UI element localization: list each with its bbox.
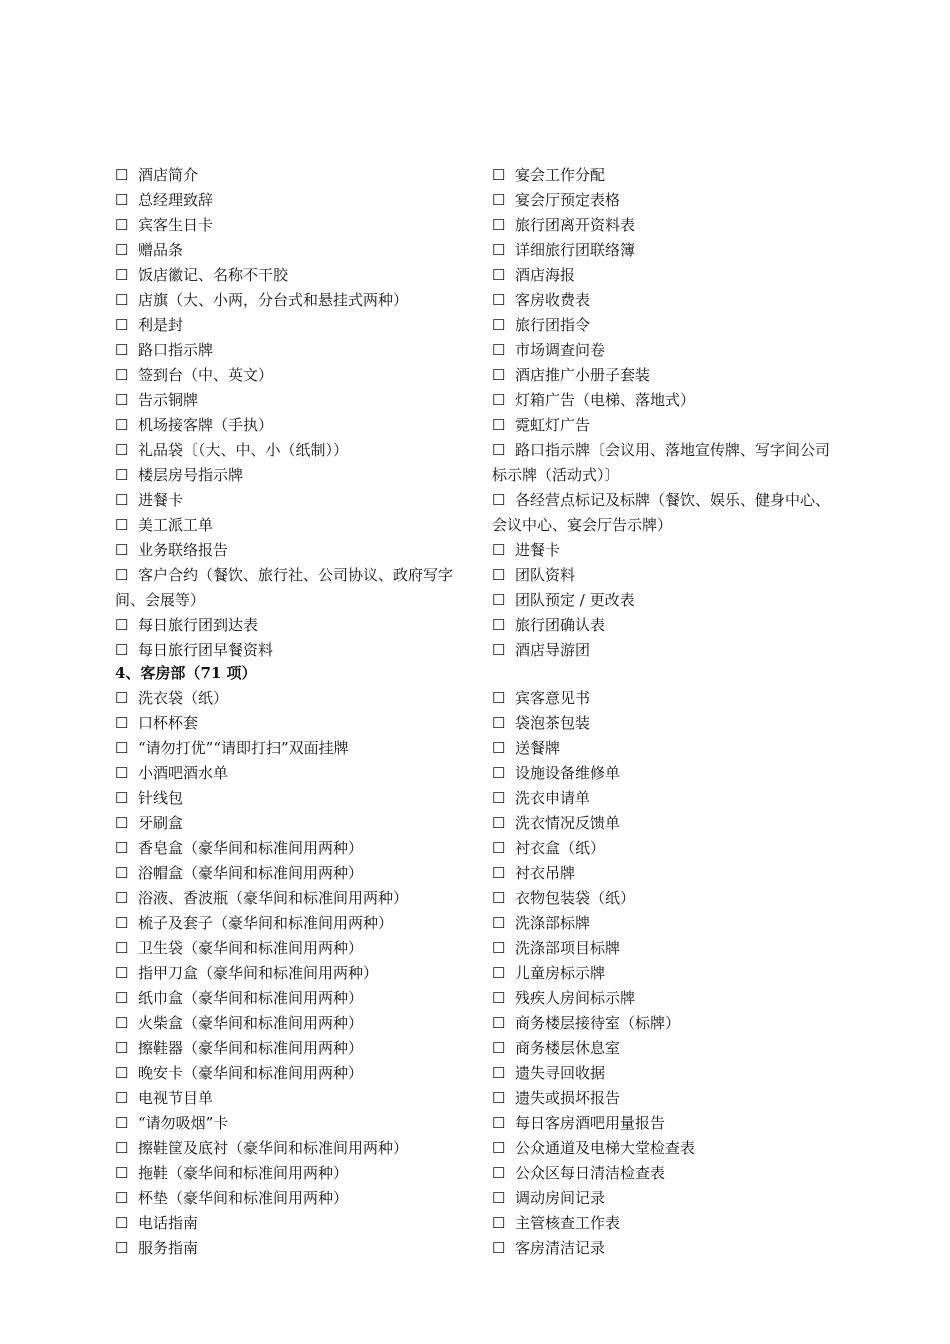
list-item-label: 擦鞋筐及底衬（豪华间和标准间用两种） (138, 1139, 409, 1157)
checkbox-icon[interactable]: ☐ (492, 1114, 506, 1132)
list-item-label: 客户合约（餐饮、旅行社、公司协议、政府写字间、会展等） (115, 566, 454, 609)
checkbox-icon[interactable]: ☐ (115, 491, 129, 509)
checkbox-icon[interactable]: ☐ (115, 1039, 129, 1057)
list-item-label: 针线包 (138, 789, 184, 807)
checkbox-icon[interactable]: ☐ (115, 1089, 129, 1107)
list-item (115, 786, 475, 811)
checkbox-icon[interactable]: ☐ (115, 191, 129, 209)
list-item-label: 每日旅行团到达表 (138, 616, 259, 634)
list-item-label: 美工派工单 (138, 516, 214, 534)
list-item-label: 梳子及套子（豪华间和标准间用两种） (138, 914, 394, 932)
list-item (492, 786, 838, 811)
list-item-label: 香皂盒（豪华间和标准间用两种） (138, 839, 364, 857)
list-item (115, 836, 475, 861)
list-item (115, 936, 475, 961)
checkbox-icon[interactable]: ☐ (115, 416, 129, 434)
checkbox-icon[interactable]: ☐ (492, 266, 506, 284)
checkbox-icon[interactable]: ☐ (115, 166, 129, 184)
list-item-label: 牙刷盒 (138, 814, 184, 832)
checkbox-icon[interactable]: ☐ (115, 566, 129, 584)
checkbox-icon[interactable]: ☐ (115, 266, 129, 284)
checkbox-icon[interactable]: ☐ (115, 889, 129, 907)
list-item-label: “请勿打优”“请即打扫”双面挂牌 (138, 739, 349, 757)
list-item-label: “请勿吸烟”卡 (138, 1114, 229, 1132)
list-top-right (492, 163, 838, 663)
list-item (492, 288, 838, 313)
list-item (492, 538, 838, 563)
checkbox-icon[interactable]: ☐ (492, 839, 506, 857)
checkbox-icon[interactable]: ☐ (492, 914, 506, 932)
list-item (492, 761, 838, 786)
list-item (115, 363, 475, 388)
list-item (115, 1036, 475, 1061)
checkbox-icon[interactable]: ☐ (115, 939, 129, 957)
checkbox-icon[interactable]: ☐ (492, 316, 506, 334)
list-item-label: 杯垫（豪华间和标准间用两种） (138, 1189, 349, 1207)
checkbox-icon[interactable]: ☐ (115, 316, 129, 334)
list-item (115, 986, 475, 1011)
list-item (492, 811, 838, 836)
checkbox-icon[interactable]: ☐ (492, 191, 506, 209)
list-item-label: 遗失寻回收据 (515, 1064, 606, 1082)
list-item-label: 遗失或损坏报告 (515, 1089, 621, 1107)
list-item-label: 指甲刀盒（豪华间和标准间用两种） (138, 964, 379, 982)
list-item-label: 路口指示牌〔会议用、落地宣传牌、写字间公司标示牌（活动式）〕 (492, 441, 831, 484)
list-item (115, 1011, 475, 1036)
checkbox-icon[interactable]: ☐ (115, 641, 129, 659)
list-item-label: 详细旅行团联络簿 (515, 241, 636, 259)
checkbox-icon[interactable]: ☐ (115, 864, 129, 882)
checkbox-icon[interactable]: ☐ (115, 764, 129, 782)
list-item (115, 388, 475, 413)
list-item (115, 563, 475, 613)
checkbox-icon[interactable]: ☐ (492, 689, 506, 707)
list-item (492, 188, 838, 213)
list-item-label: 旅行团指令 (515, 316, 591, 334)
list-item (492, 1111, 838, 1136)
list-item (115, 263, 475, 288)
checkbox-icon[interactable]: ☐ (115, 964, 129, 982)
list-item-label: 告示铜牌 (138, 391, 199, 409)
list-item (492, 1136, 838, 1161)
list-item-label: 酒店导游团 (515, 641, 591, 659)
list-item (492, 1061, 838, 1086)
list-item-label: 灯箱广告（电梯、落地式） (515, 391, 696, 409)
list-item (115, 288, 475, 313)
list-item-label: 儿童房标示牌 (515, 964, 606, 982)
list-item (115, 961, 475, 986)
list-item (492, 836, 838, 861)
checkbox-icon[interactable]: ☐ (492, 814, 506, 832)
list-item (115, 313, 475, 338)
list-item (492, 711, 838, 736)
list-item (115, 488, 475, 513)
list-item-label: 旅行团确认表 (515, 616, 606, 634)
checkbox-icon[interactable]: ☐ (115, 1064, 129, 1082)
checkbox-icon[interactable]: ☐ (492, 1089, 506, 1107)
checkbox-icon[interactable]: ☐ (492, 1164, 506, 1182)
list-item (492, 886, 838, 911)
list-item-label: 洗衣袋（纸） (138, 689, 229, 707)
checkbox-icon[interactable]: ☐ (115, 1114, 129, 1132)
checkbox-icon[interactable]: ☐ (492, 1239, 506, 1257)
list-item (115, 1086, 475, 1111)
list-item-label: 酒店推广小册子套装 (515, 366, 651, 384)
list-item (115, 513, 475, 538)
list-item-label: 卫生袋（豪华间和标准间用两种） (138, 939, 364, 957)
checkbox-icon[interactable]: ☐ (115, 1239, 129, 1257)
checkbox-icon[interactable]: ☐ (492, 714, 506, 732)
list-item-label: 机场接客牌（手执） (138, 416, 274, 434)
checkbox-icon[interactable]: ☐ (115, 914, 129, 932)
checkbox-icon[interactable]: ☐ (115, 839, 129, 857)
checkbox-icon[interactable]: ☐ (115, 216, 129, 234)
list-item (115, 686, 475, 711)
checkbox-icon[interactable]: ☐ (492, 1139, 506, 1157)
list-item (492, 613, 838, 638)
checkbox-icon[interactable]: ☐ (492, 939, 506, 957)
list-item (492, 1161, 838, 1186)
list-item (492, 736, 838, 761)
list-item-label: 路口指示牌 (138, 341, 214, 359)
checkbox-icon[interactable]: ☐ (492, 491, 506, 509)
list-item-label: 袋泡茶包装 (515, 714, 591, 732)
list-item-label: 公众通道及电梯大堂检查表 (515, 1139, 696, 1157)
list-item-label: 客房清洁记录 (515, 1239, 606, 1257)
list-item-label: 浴液、香波瓶（豪华间和标准间用两种） (138, 889, 409, 907)
checkbox-icon[interactable]: ☐ (492, 341, 506, 359)
checkbox-icon[interactable]: ☐ (492, 739, 506, 757)
list-item-label: 楼层房号指示牌 (138, 466, 244, 484)
checkbox-icon[interactable]: ☐ (492, 416, 506, 434)
checkbox-icon[interactable]: ☐ (492, 789, 506, 807)
checkbox-icon[interactable]: ☐ (492, 641, 506, 659)
list-item (115, 711, 475, 736)
list-item-label: 每日客房酒吧用量报告 (515, 1114, 666, 1132)
checkbox-icon[interactable]: ☐ (492, 764, 506, 782)
list-item (115, 338, 475, 363)
list-item-label: 拖鞋（豪华间和标准间用两种） (138, 1164, 349, 1182)
list-item-label: 设施设备维修单 (515, 764, 621, 782)
list-item-label: 商务楼层休息室 (515, 1039, 621, 1057)
list-item (492, 338, 838, 363)
list-item-label: 每日旅行团早餐资料 (138, 641, 274, 659)
checkbox-icon[interactable]: ☐ (115, 466, 129, 484)
list-item (492, 686, 838, 711)
checkbox-icon[interactable]: ☐ (115, 441, 129, 459)
checkbox-icon[interactable]: ☐ (492, 1214, 506, 1232)
checkbox-icon[interactable]: ☐ (115, 541, 129, 559)
list-item-label: 业务联络报告 (138, 541, 229, 559)
list-item (492, 563, 838, 588)
checkbox-icon[interactable]: ☐ (492, 216, 506, 234)
list-item-label: 利是封 (138, 316, 184, 334)
checkbox-icon[interactable]: ☐ (492, 591, 506, 609)
checkbox-icon[interactable]: ☐ (492, 889, 506, 907)
list-item (492, 1236, 838, 1261)
list-item-label: 礼品袋〔（大、中、小（纸制）） (138, 441, 349, 459)
list-item-label: 小酒吧酒水单 (138, 764, 229, 782)
list-item-label: 浴帽盒（豪华间和标准间用两种） (138, 864, 364, 882)
list-bottom-left (115, 686, 475, 1261)
list-item (492, 588, 838, 613)
list-item (492, 638, 838, 663)
list-item-label: 客房收费表 (515, 291, 591, 309)
list-item (115, 886, 475, 911)
checkbox-icon[interactable]: ☐ (492, 1064, 506, 1082)
list-top-left (115, 163, 475, 663)
checkbox-icon[interactable]: ☐ (115, 291, 129, 309)
list-item-label: 团队预定 / 更改表 (515, 591, 635, 609)
checkbox-icon[interactable]: ☐ (115, 1214, 129, 1232)
checkbox-icon[interactable]: ☐ (492, 541, 506, 559)
list-item-label: 饭店徽记、名称不干胶 (138, 266, 289, 284)
list-item (115, 911, 475, 936)
list-item (115, 163, 475, 188)
list-item (492, 213, 838, 238)
list-item (115, 1136, 475, 1161)
list-item (115, 638, 475, 663)
checkbox-icon[interactable]: ☐ (492, 1014, 506, 1032)
list-item-label: 霓虹灯广告 (515, 416, 591, 434)
checkbox-icon[interactable]: ☐ (115, 1164, 129, 1182)
list-item-label: 送餐牌 (515, 739, 561, 757)
list-item (492, 986, 838, 1011)
list-item-label: 主管核查工作表 (515, 1214, 621, 1232)
list-item-label: 服务指南 (138, 1239, 199, 1257)
list-item-label: 洗涤部标牌 (515, 914, 591, 932)
list-item (115, 1186, 475, 1211)
list-item (492, 388, 838, 413)
list-item (115, 413, 475, 438)
list-item-label: 进餐卡 (515, 541, 561, 559)
list-item-label: 电视节目单 (138, 1089, 214, 1107)
list-item-label: 旅行团离开资料表 (515, 216, 636, 234)
list-item (492, 961, 838, 986)
list-item-label: 宴会厅预定表格 (515, 191, 621, 209)
list-item (492, 861, 838, 886)
list-item-label: 酒店海报 (515, 266, 576, 284)
list-item (115, 861, 475, 886)
checkbox-icon[interactable]: ☐ (115, 714, 129, 732)
list-item-label: 店旗（大、小两，分台式和悬挂式两种） (138, 291, 409, 309)
checkbox-icon[interactable]: ☐ (492, 566, 506, 584)
list-item-label: 宾客意见书 (515, 689, 591, 707)
checkbox-icon[interactable]: ☐ (492, 441, 506, 459)
list-item (115, 238, 475, 263)
checkbox-icon[interactable]: ☐ (115, 1139, 129, 1157)
list-item (115, 1061, 475, 1086)
checkbox-icon[interactable]: ☐ (115, 241, 129, 259)
checkbox-icon[interactable]: ☐ (492, 1039, 506, 1057)
list-item (492, 363, 838, 388)
list-item-label: 宴会工作分配 (515, 166, 606, 184)
list-bottom-right (492, 686, 838, 1261)
list-item (492, 438, 838, 488)
list-item (492, 263, 838, 288)
checkbox-icon[interactable]: ☐ (492, 366, 506, 384)
list-item-label: 纸巾盒（豪华间和标准间用两种） (138, 989, 364, 1007)
checkbox-icon[interactable]: ☐ (492, 616, 506, 634)
checkbox-icon[interactable]: ☐ (115, 616, 129, 634)
list-item (492, 1036, 838, 1061)
checkbox-icon[interactable]: ☐ (115, 516, 129, 534)
checkbox-icon[interactable]: ☐ (492, 166, 506, 184)
checkbox-icon[interactable]: ☐ (115, 739, 129, 757)
list-item (115, 438, 475, 463)
list-item (115, 1211, 475, 1236)
checkbox-icon[interactable]: ☐ (115, 989, 129, 1007)
list-item (492, 313, 838, 338)
list-item-label: 各经营点标记及标牌（餐饮、娱乐、健身中心、会议中心、宴会厅告示牌） (492, 491, 831, 534)
checkbox-icon[interactable]: ☐ (115, 814, 129, 832)
list-item-label: 残疾人房间标示牌 (515, 989, 636, 1007)
checkbox-icon[interactable]: ☐ (115, 789, 129, 807)
list-item (115, 188, 475, 213)
list-item-label: 签到台（中、英文） (138, 366, 274, 384)
checkbox-icon[interactable]: ☐ (492, 241, 506, 259)
checkbox-icon[interactable]: ☐ (115, 366, 129, 384)
list-item (115, 1111, 475, 1136)
list-item-label: 总经理致辞 (138, 191, 214, 209)
list-item-label: 公众区每日清洁检查表 (515, 1164, 666, 1182)
list-item (115, 1161, 475, 1186)
list-item (115, 761, 475, 786)
checkbox-icon[interactable]: ☐ (492, 864, 506, 882)
list-item (492, 1211, 838, 1236)
checkbox-icon[interactable]: ☐ (115, 391, 129, 409)
checkbox-icon[interactable]: ☐ (115, 1014, 129, 1032)
list-item-label: 进餐卡 (138, 491, 184, 509)
checkbox-icon[interactable]: ☐ (492, 989, 506, 1007)
checkbox-icon[interactable]: ☐ (492, 291, 506, 309)
checkbox-icon[interactable]: ☐ (492, 391, 506, 409)
list-item (115, 463, 475, 488)
list-item (115, 1236, 475, 1261)
list-item-label: 衬衣盒（纸） (515, 839, 606, 857)
list-item (115, 538, 475, 563)
list-item-label: 火柴盒（豪华间和标准间用两种） (138, 1014, 364, 1032)
list-item (115, 613, 475, 638)
checkbox-icon[interactable]: ☐ (492, 1189, 506, 1207)
list-item-label: 酒店简介 (138, 166, 199, 184)
list-item-label: 洗涤部项目标牌 (515, 939, 621, 957)
checkbox-icon[interactable]: ☐ (115, 689, 129, 707)
list-item (115, 811, 475, 836)
list-item-label: 晚安卡（豪华间和标准间用两种） (138, 1064, 364, 1082)
list-item-label: 洗衣申请单 (515, 789, 591, 807)
checkbox-icon[interactable]: ☐ (115, 1189, 129, 1207)
checkbox-icon[interactable]: ☐ (492, 964, 506, 982)
checkbox-icon[interactable]: ☐ (115, 341, 129, 359)
list-item-label: 擦鞋器（豪华间和标准间用两种） (138, 1039, 364, 1057)
list-item-label: 口杯杯套 (138, 714, 199, 732)
list-item (492, 1086, 838, 1111)
section-heading: 4、客房部（71 项） (115, 664, 257, 682)
list-item-label: 赠品条 (138, 241, 184, 259)
list-item (492, 911, 838, 936)
list-item (492, 488, 838, 538)
list-item-label: 商务楼层接待室（标牌） (515, 1014, 681, 1032)
list-item-label: 洗衣情况反馈单 (515, 814, 621, 832)
list-item-label: 团队资料 (515, 566, 576, 584)
list-item (492, 1011, 838, 1036)
list-item-label: 调动房间记录 (515, 1189, 606, 1207)
list-item (492, 413, 838, 438)
list-item (492, 1186, 838, 1211)
list-item (115, 736, 475, 761)
list-item (492, 163, 838, 188)
list-item-label: 衣物包装袋（纸） (515, 889, 636, 907)
list-item-label: 宾客生日卡 (138, 216, 214, 234)
list-item-label: 电话指南 (138, 1214, 199, 1232)
list-item (115, 213, 475, 238)
list-item (492, 936, 838, 961)
list-item (492, 238, 838, 263)
list-item-label: 市场调查问卷 (515, 341, 606, 359)
list-item-label: 衬衣吊牌 (515, 864, 576, 882)
